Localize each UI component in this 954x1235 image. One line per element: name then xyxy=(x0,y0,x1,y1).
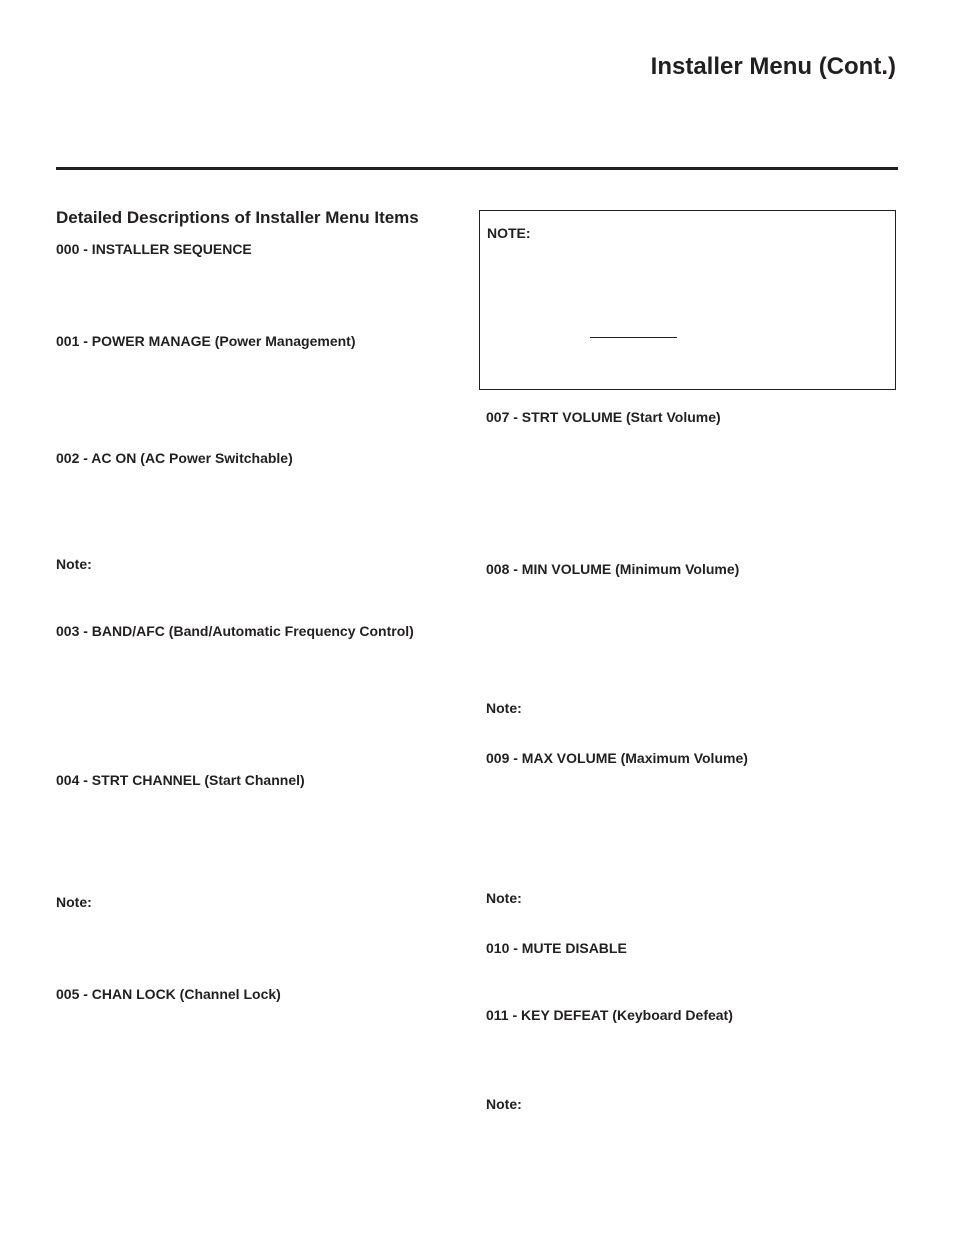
note-label: Note: xyxy=(486,890,522,906)
item-007-strt-volume: 007 - STRT VOLUME (Start Volume) xyxy=(486,409,721,425)
item-000-installer-sequence: 000 - INSTALLER SEQUENCE xyxy=(56,241,252,257)
item-001-power-manage: 001 - POWER MANAGE (Power Management) xyxy=(56,333,356,349)
note-label: Note: xyxy=(486,1096,522,1112)
item-011-key-defeat: 011 - KEY DEFEAT (Keyboard Defeat) xyxy=(486,1007,733,1023)
item-008-min-volume: 008 - MIN VOLUME (Minimum Volume) xyxy=(486,561,740,577)
note-label: Note: xyxy=(486,700,522,716)
page-title: Installer Menu (Cont.) xyxy=(650,53,896,80)
item-009-max-volume: 009 - MAX VOLUME (Maximum Volume) xyxy=(486,750,748,766)
note-label: Note: xyxy=(56,556,92,572)
header-divider xyxy=(56,167,898,170)
item-002-ac-on: 002 - AC ON (AC Power Switchable) xyxy=(56,450,293,466)
note-box-underline xyxy=(590,337,677,338)
item-005-chan-lock: 005 - CHAN LOCK (Channel Lock) xyxy=(56,986,281,1002)
note-box xyxy=(479,210,896,390)
note-box-label: NOTE: xyxy=(487,225,531,241)
section-heading: Detailed Descriptions of Installer Menu Items xyxy=(56,208,419,227)
note-label: Note: xyxy=(56,894,92,910)
item-010-mute-disable: 010 - MUTE DISABLE xyxy=(486,940,627,956)
item-003-band-afc: 003 - BAND/AFC (Band/Automatic Frequency Control) xyxy=(56,623,414,639)
item-004-strt-channel: 004 - STRT CHANNEL (Start Channel) xyxy=(56,772,305,788)
